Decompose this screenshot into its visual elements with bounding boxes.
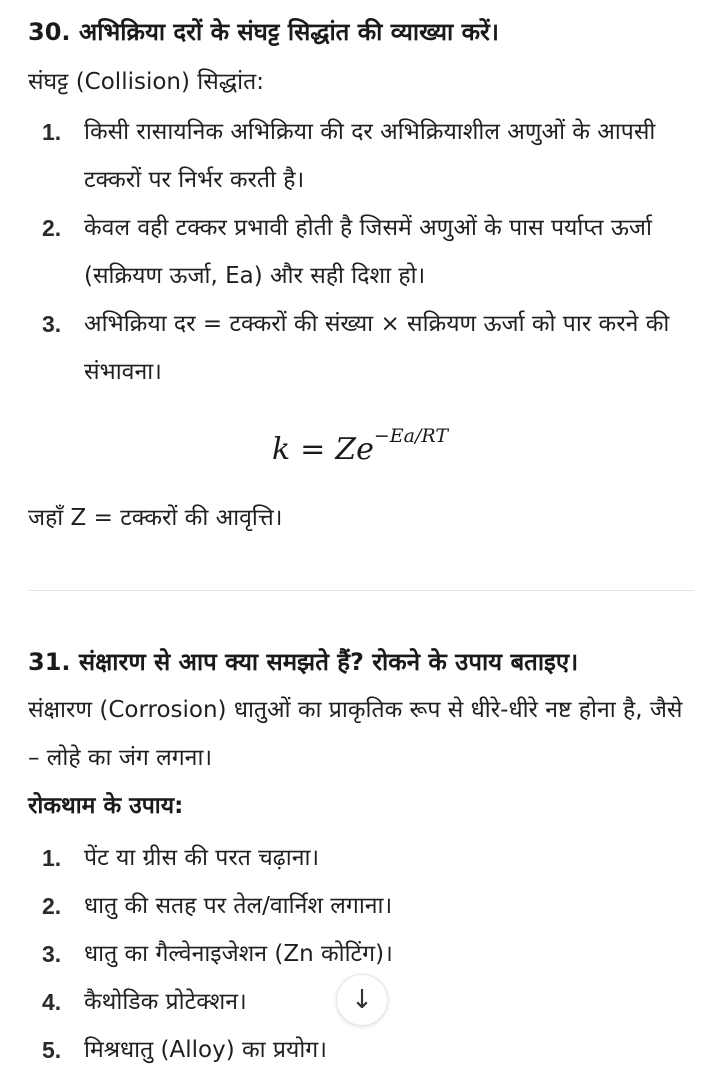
list-item (28, 108, 696, 204)
list-number: 2. (42, 215, 62, 241)
formula-equals: = (300, 432, 326, 467)
list-text: पेंट या ग्रीस की परत चढ़ाना। (84, 845, 320, 871)
list-item (28, 1026, 696, 1074)
prevention-subheading: रोकथाम के उपाय: (28, 793, 184, 819)
question-31-heading: 31. संक्षारण से आप क्या समझते हैं? रोकने के उपाय बताइए। (28, 648, 579, 676)
formula-base: Ze (335, 432, 374, 467)
arrow-down-icon: ↓ (351, 985, 373, 1015)
list-number: 4. (42, 989, 62, 1015)
list-number: 2. (42, 893, 62, 919)
list-text: किसी रासायनिक अभिक्रिया की दर अभिक्रियाशील अणुओं के आपसी टक्करों पर निर्भर करती है। (84, 119, 656, 193)
formula-note: जहाँ Z = टक्करों की आवृत्ति। (28, 505, 283, 531)
question-30-heading: 30. अभिक्रिया दरों के संघट्ट सिद्धांत की व्याख्या करें। (28, 18, 499, 46)
collision-theory-list (28, 108, 696, 396)
scroll-to-bottom-button[interactable] (336, 974, 388, 1026)
list-number: 3. (42, 311, 62, 337)
list-text: अभिक्रिया दर = टक्करों की संख्या × सक्रियण ऊर्जा को पार करने की संभावना। (84, 311, 670, 385)
list-text: धातु का गैल्वेनाइजेशन (Zn कोटिंग)। (84, 941, 393, 967)
list-item (28, 204, 696, 300)
list-number: 1. (42, 119, 62, 145)
section-divider (28, 590, 694, 591)
list-text: कैथोडिक प्रोटेक्शन। (84, 989, 247, 1015)
list-item (28, 300, 696, 396)
collision-theory-intro: संघट्ट (Collision) सिद्धांत: (28, 69, 264, 95)
list-number: 5. (42, 1037, 62, 1063)
prevention-list (28, 834, 696, 1074)
formula-lhs: k (271, 432, 291, 467)
list-number: 3. (42, 941, 62, 967)
list-item (28, 882, 696, 930)
list-item (28, 930, 696, 978)
corrosion-definition: संक्षारण (Corrosion) धातुओं का प्राकृतिक रूप से धीरे-धीरे नष्ट होना है, जैसे – लोहे का जंग लगना। (28, 697, 683, 771)
arrhenius-formula (0, 420, 720, 472)
list-text: मिश्रधातु (Alloy) का प्रयोग। (84, 1037, 327, 1063)
list-text: केवल वही टक्कर प्रभावी होती है जिसमें अणुओं के पास पर्याप्त ऊर्जा (सक्रियण ऊर्जा, Ea) और सही दिशा हो। (84, 215, 652, 289)
list-item (28, 834, 696, 882)
formula-exponent: −Ea/RT (373, 425, 449, 447)
list-number: 1. (42, 845, 62, 871)
list-text: धातु की सतह पर तेल/वार्निश लगाना। (84, 893, 393, 919)
